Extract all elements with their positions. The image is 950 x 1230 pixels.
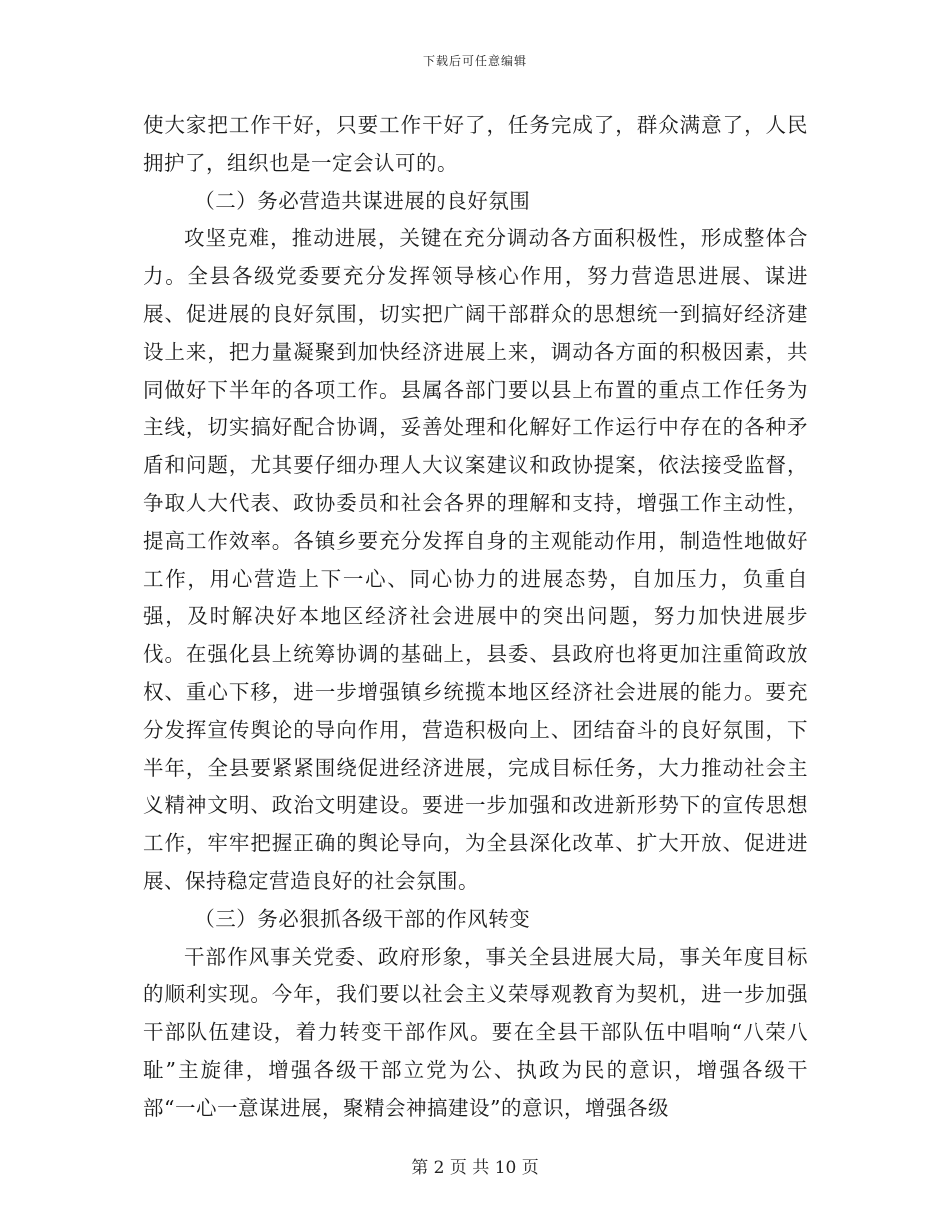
paragraph-continuation: 使大家把工作干好，只要工作干好了，任务完成了，群众满意了，人民拥护了，组织也是一定会认可的。	[143, 113, 808, 175]
section-heading-2: （二）务必营造共谋进展的良好氛围	[194, 188, 531, 213]
page-number-footer: 第 2 页 共 10 页	[411, 1158, 539, 1178]
document-body	[143, 107, 808, 1128]
section-heading-3: （三）务必狠抓各级干部的作风转变	[194, 906, 531, 931]
paragraph-section-2: 攻坚克难，推动进展，关键在充分调动各方面积极性，形成整体合力。全县各级党委要充分发挥领导核心作用，努力营造思进展、谋进展、促进展的良好氛围，切实把广阔干部群众的思想统一到搞好经济建设上来，把力量凝聚到加快经济进展上来，调动各方面的积极因素，共同做好下半年的各项工作。县属各部门要以县上布置的重点工作任务为主线，切实搞好配合协调，妥善处理和化解好工作运行中存在的各种矛盾和问题，尤其要仔细办理人大议案建议和政协提案，依法接受监督，争取人大代表、政协委员和社会各界的理解和支持，增强工作主动性，提高工作效率。各镇乡要充分发挥自身的主观能动作用，制造性地做好工作，用心营造上下一心、同心协力的进展态势，自加压力，负重自强，及时解决好本地区经济社会进展中的突出问题，努力加快进展步伐。在强化县上统筹协调的基础上，县委、县政府也将更加注重简政放权、重心下移，进一步增强镇乡统揽本地区经济社会进展的能力。要充分发挥宣传舆论的导向作用，营造积极向上、团结奋斗的良好氛围，下半年，全县要紧紧围绕促进经济进展，完成目标任务，大力推动社会主义精神文明、政治文明建设。要进一步加强和改进新形势下的宣传思想工作，牢牢把握正确的舆论导向，为全县深化改革、扩大开放、促进进展、保持稳定营造良好的社会氛围。	[143, 226, 808, 893]
page-header: 下载后可任意编辑	[422, 54, 527, 68]
paragraph-section-3: 干部作风事关党委、政府形象，事关全县进展大局，事关年度目标的顺利实现。今年，我们要以社会主义荣辱观教育为契机，进一步加强干部队伍建设，着力转变干部作风。要在全县干部队伍中唱响“八荣八耻”主旋律，增强各级干部立党为公、执政为民的意识，增强各级干部“一心一意谋进展，聚精会神搞建设”的意识，增强各级	[143, 944, 808, 1120]
